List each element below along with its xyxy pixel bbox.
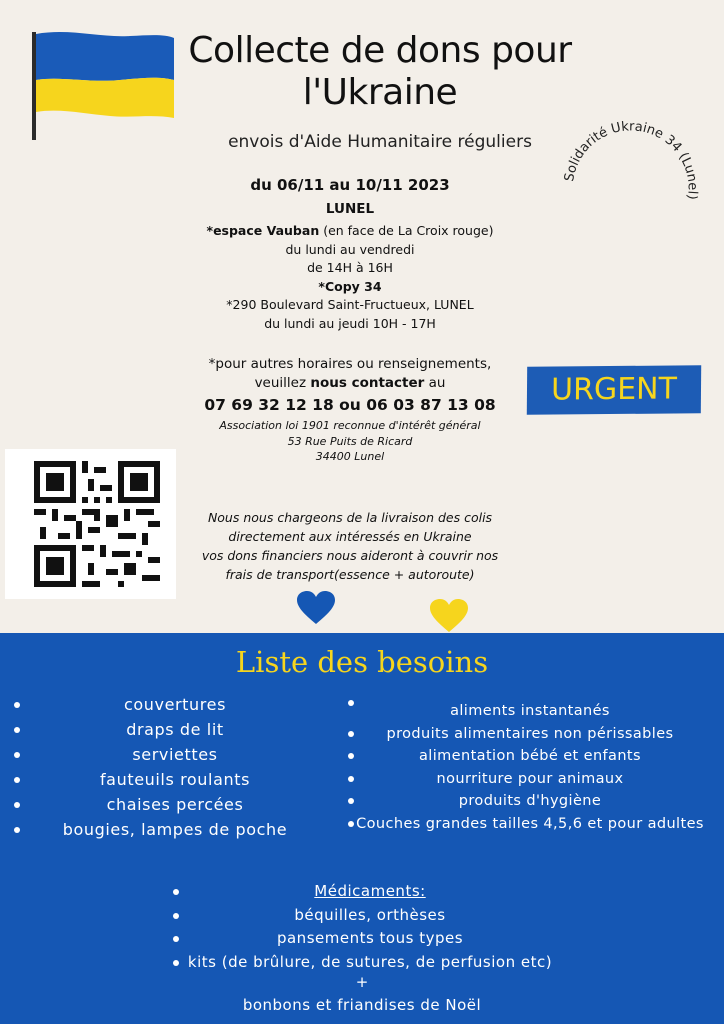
- bullet-icon: [173, 913, 179, 919]
- bullet-icon: [14, 752, 20, 758]
- urgent-badge: URGENT: [527, 365, 701, 415]
- bullet-icon: [14, 702, 20, 708]
- bullet-icon: [348, 776, 354, 782]
- list-item-label: aliments instantanés: [450, 703, 610, 719]
- delivery-line-1: Nous nous chargeons de la livraison des colis: [207, 510, 493, 525]
- needs-title: Liste des besoins: [235, 645, 489, 679]
- plus-sign: +: [355, 973, 369, 991]
- list-item-label: fauteuils roulants: [99, 770, 251, 789]
- list-item-label: béquilles, orthèses: [294, 905, 446, 924]
- list-item-label: produits d'hygiène: [458, 793, 602, 809]
- contact-bold: nous contacter: [310, 375, 425, 391]
- association-info: [150, 418, 550, 465]
- list-item-label: serviettes: [132, 745, 218, 764]
- medical-list: [160, 880, 580, 974]
- bullet-icon: [348, 700, 354, 706]
- bullet-icon: [173, 889, 179, 895]
- yellow-heart-icon: [428, 598, 470, 634]
- contact-post: au: [424, 375, 446, 391]
- list-item-label: alimentation bébé et enfants: [419, 748, 641, 764]
- location-2-name: *Copy 34: [318, 278, 382, 294]
- location-1: [150, 222, 550, 241]
- delivery-line-2: directement aux intéressés en Ukraine: [228, 529, 472, 544]
- delivery-note: [170, 508, 530, 584]
- association-line-1: Association loi 1901 reconnue d'intérêt général: [219, 419, 481, 432]
- bullet-icon: [14, 827, 20, 833]
- location-1-detail: (en face de La Croix rouge): [319, 223, 494, 238]
- phone-numbers[interactable]: 07 69 32 12 18 ou 06 03 87 13 08: [204, 396, 496, 414]
- association-address: 53 Rue Puits de Ricard: [287, 434, 413, 448]
- list-item: [160, 951, 580, 975]
- list-item: [10, 742, 340, 767]
- list-item-label: pansements tous types: [276, 929, 464, 947]
- contact-line-1: *pour autres horaires ou renseignements,: [208, 356, 492, 372]
- list-item: [160, 880, 580, 904]
- bullet-icon: [14, 802, 20, 808]
- ukraine-flag-icon: [30, 28, 178, 140]
- delivery-line-3: vos dons financiers nous aideront à couvrir nos: [201, 548, 499, 563]
- list-item-label: produits alimentaires non périssables: [386, 725, 674, 742]
- list-item-label: couvertures: [123, 695, 227, 714]
- list-item-label: kits (de brûlure, de sutures, de perfusion etc): [187, 952, 553, 971]
- list-item: [10, 692, 340, 717]
- list-item-label: bougies, lampes de poche: [62, 820, 288, 839]
- list-item: [10, 817, 340, 842]
- bullet-icon: [348, 798, 354, 804]
- list-item: [10, 767, 340, 792]
- event-dates: du 06/11 au 10/11 2023: [250, 176, 450, 194]
- association-city: 34400 Lunel: [315, 450, 385, 463]
- list-item: [345, 723, 715, 746]
- list-item-label: nourriture pour animaux: [436, 770, 624, 787]
- blue-heart-icon: [296, 590, 336, 626]
- list-item: [10, 717, 340, 742]
- qr-code[interactable]: [5, 449, 176, 599]
- list-item: [160, 904, 580, 928]
- location-1-name: *espace Vauban: [206, 223, 320, 238]
- event-city: LUNEL: [325, 201, 375, 217]
- medical-heading: Médicaments:: [314, 882, 426, 900]
- location-1-days: du lundi au vendredi: [285, 241, 415, 257]
- bullet-icon: [348, 753, 354, 759]
- location-1-hours: de 14H à 16H: [307, 260, 393, 275]
- bullet-icon: [173, 960, 179, 966]
- svg-text:Solidarité Ukraine 34 (Lunel): [562, 120, 700, 201]
- qr-code-icon: [33, 461, 161, 587]
- location-2-hours: du lundi au jeudi 10H - 17H: [264, 315, 436, 331]
- contact-line-2: [150, 374, 550, 393]
- bullet-icon: [348, 821, 354, 827]
- page-subtitle: envois d'Aide Humanitaire réguliers: [228, 132, 532, 152]
- needs-list-left: [10, 692, 340, 842]
- page-title: Collecte de dons pour l'Ukraine: [188, 30, 572, 114]
- bullet-icon: [14, 727, 20, 733]
- bullet-icon: [348, 731, 354, 737]
- list-item: [160, 927, 580, 951]
- list-item-label: draps de lit: [126, 720, 224, 739]
- curved-org-name: [555, 120, 705, 260]
- location-2-address: *290 Boulevard Saint-Fructueux, LUNEL: [226, 297, 474, 312]
- list-item: [345, 768, 715, 791]
- list-item-label: chaises percées: [106, 795, 244, 814]
- delivery-line-4: frais de transport(essence + autoroute): [225, 567, 475, 582]
- bullet-icon: [14, 777, 20, 783]
- list-item: [10, 792, 340, 817]
- list-item: [345, 813, 715, 836]
- list-item: [345, 745, 715, 768]
- list-item-label: Couches grandes tailles 4,5,6 et pour adultes: [356, 815, 704, 832]
- list-item: [345, 790, 715, 813]
- bullet-icon: [173, 936, 179, 942]
- list-item: [345, 700, 715, 723]
- locations-block: [150, 222, 550, 333]
- contact-pre: veuillez: [254, 375, 311, 391]
- curved-text: Solidarité Ukraine 34 (Lunel): [562, 120, 700, 201]
- contact-block: [150, 355, 550, 393]
- sweets-line: bonbons et friandises de Noël: [242, 996, 482, 1014]
- needs-list-right: [345, 700, 715, 835]
